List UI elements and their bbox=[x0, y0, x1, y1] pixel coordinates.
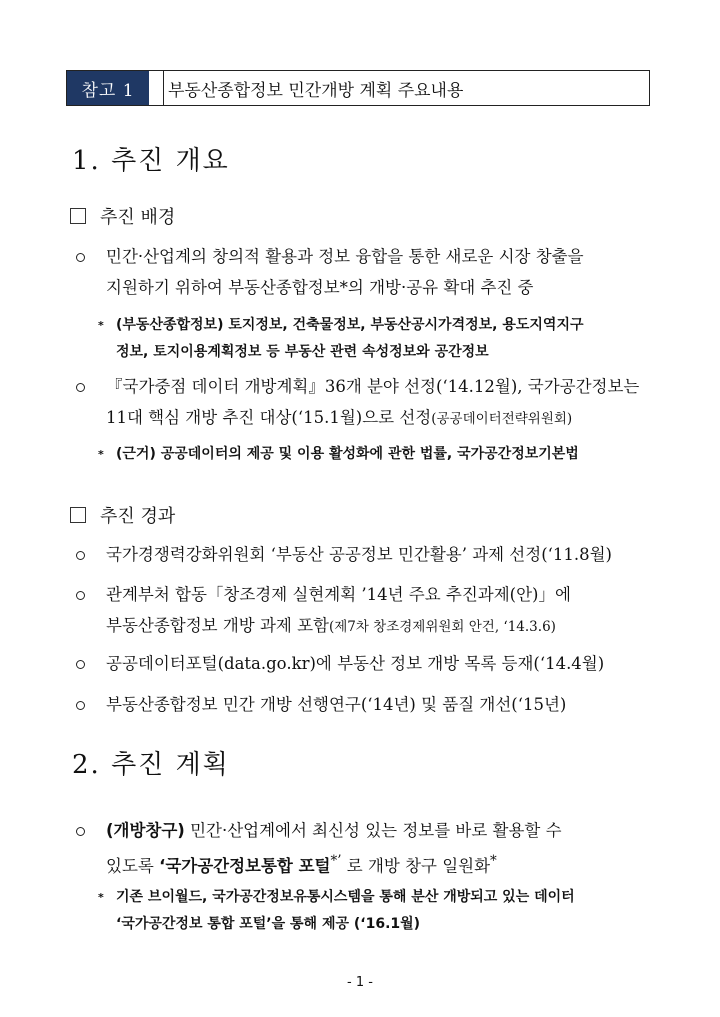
bullet-circle-icon bbox=[76, 701, 85, 710]
plan-item-1: (개방창구) 민간·산업계에서 최신성 있는 정보를 바로 활용할 수 있도록 ‘국가공간정보통합 포털*’ 로 개방 창구 일원화* bbox=[76, 815, 656, 882]
background-note-1: * (부동산종합정보) 토지정보, 건축물정보, 부동산공시가격정보, 용도지역지구 정보, 토지이용계획정보 등 부동산 관련 속성정보와 공간정보 bbox=[98, 312, 658, 366]
page-number: - 1 - bbox=[347, 975, 373, 990]
progress-item-1: 국가경쟁력강화위원회 ‘부동산 공공정보 민간활용’ 과제 선정(‘11.8월) bbox=[76, 539, 656, 570]
background-note-2: * (근거) 공공데이터의 제공 및 이용 활성화에 관한 법률, 국가공간정보기본법 bbox=[98, 441, 658, 468]
checkbox-square-icon bbox=[70, 208, 86, 224]
progress-item-4: 부동산종합정보 민간 개방 선행연구(‘14년) 및 품질 개선(‘15년) bbox=[76, 689, 656, 720]
bullet-circle-icon bbox=[76, 591, 85, 600]
reference-header bbox=[66, 70, 650, 106]
progress-item-3: 공공데이터포털(data.go.kr)에 부동산 정보 개방 목록 등재(‘14.4월) bbox=[76, 648, 656, 679]
section2-title: 2. 추진 계획 bbox=[72, 750, 230, 780]
plan-note-1: * 기존 브이월드, 국가공간정보유통시스템을 통해 분산 개방되고 있는 데이터 ‘국가공간정보 통합 포털’을 통해 제공 (‘16.1월) bbox=[98, 884, 658, 938]
bullet-circle-icon bbox=[76, 660, 85, 669]
checkbox-square-icon bbox=[70, 507, 86, 523]
progress-item-2: 관계부처 합동「창조경제 실현계획 ’14년 주요 추진과제(안)」에 부동산종합정보 개방 과제 포함(제7차 창조경제위원회 안건, ‘14.3.6) bbox=[76, 579, 656, 643]
asterisk-icon: * bbox=[98, 448, 104, 461]
asterisk-icon: * bbox=[98, 891, 104, 904]
bullet-circle-icon bbox=[76, 827, 85, 836]
background-item-2: 『국가중점 데이터 개방계획』36개 분야 선정(‘14.12월), 국가공간정보는 11대 핵심 개방 추진 대상(‘15.1월)으로 선정(공공데이터전략위원회) bbox=[76, 371, 656, 435]
reference-tag: 참고 1 bbox=[67, 71, 149, 105]
progress-heading: 추진 경과 bbox=[70, 502, 175, 528]
asterisk-icon: * bbox=[98, 319, 104, 332]
section1-title: 1. 추진 개요 bbox=[72, 146, 230, 176]
background-heading: 추진 배경 bbox=[70, 203, 175, 229]
bullet-circle-icon bbox=[76, 551, 85, 560]
bullet-circle-icon bbox=[76, 383, 85, 392]
bullet-circle-icon bbox=[76, 253, 85, 262]
reference-title: 부동산종합정보 민간개방 계획 주요내용 bbox=[163, 71, 649, 105]
background-item-1: 민간·산업계의 창의적 활용과 정보 융합을 통한 새로운 시장 창출을 지원하기 위하여 부동산종합정보*의 개방·공유 확대 추진 중 bbox=[76, 241, 656, 303]
